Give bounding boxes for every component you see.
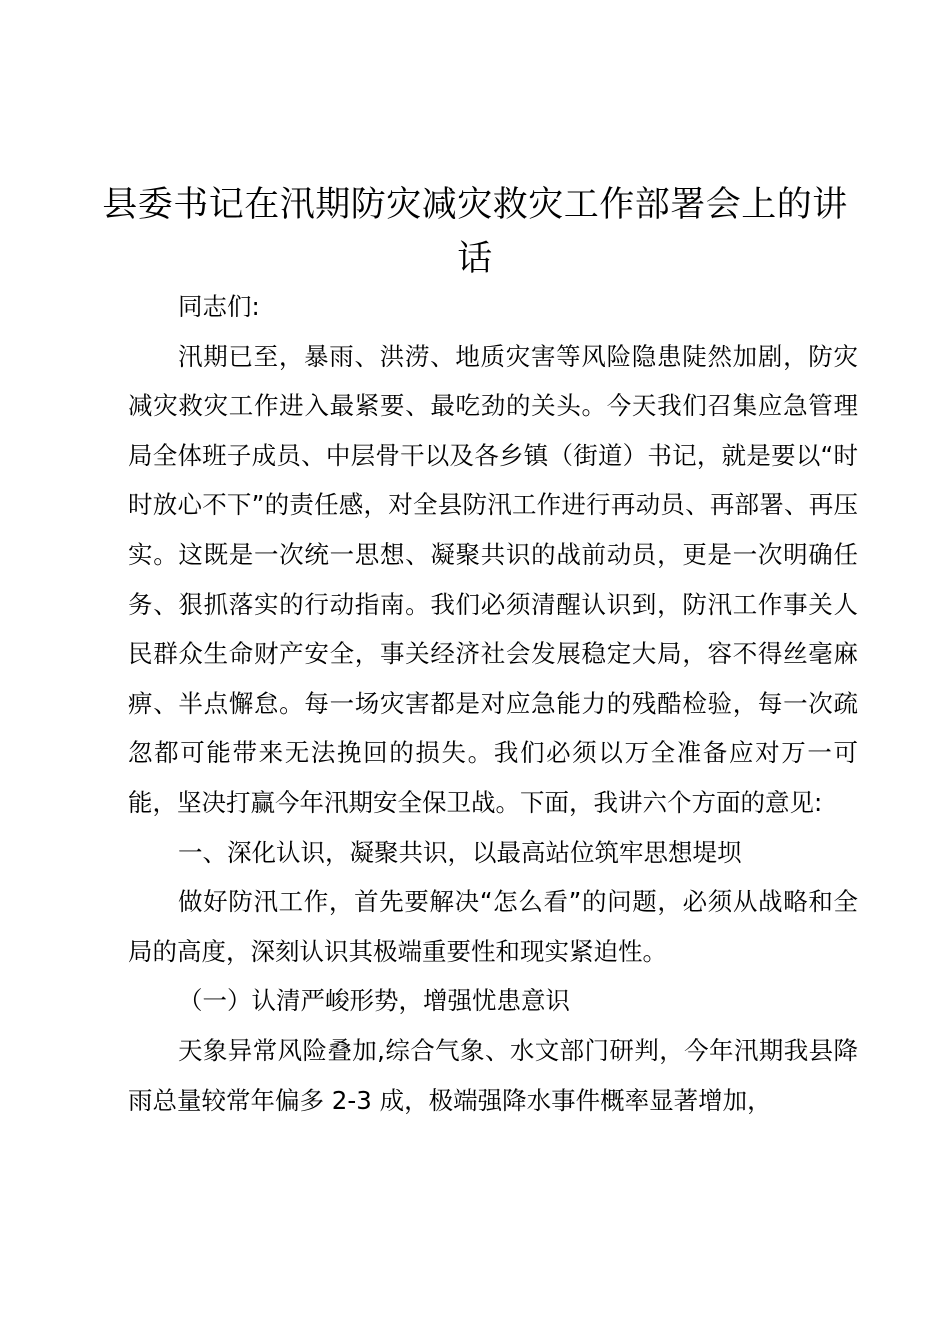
salutation: 同志们: — [178, 292, 260, 321]
document-title: 县委书记在汛期防灾减灾救灾工作部署会上的讲话 — [102, 185, 848, 279]
section-heading-1: 一、深化认识，凝聚共识，以最高站位筑牢思想堤坝 — [178, 837, 742, 867]
subsection-1-paragraph: 天象异常风险叠加,综合气象、水文部门研判，今年汛期我县降雨总量较常年偏多 2-3 成，极端强降水事件概率显著增加， — [128, 1035, 858, 1115]
document-body — [128, 282, 858, 1125]
subsection-heading-1: （一）认清严峻形势，增强忧患意识 — [178, 986, 570, 1016]
section-1-paragraph: 做好防汛工作，首先要解决“怎么看”的问题，必须从战略和全局的高度，深刻认识其极端重要性和现实紧迫性。 — [128, 887, 858, 966]
intro-paragraph: 汛期已至，暴雨、洪涝、地质灾害等风险隐患陡然加剧，防灾减灾救灾工作进入最紧要、最吃劲的关头。今天我们召集应急管理局全体班子成员、中层骨干以及各乡镇（街道）书记，就是要以“时时放心不下”的责任感，对全县防汛工作进行再动员、再部署、再压实。这既是一次统一思想、凝聚共识的战前动员，更是一次明确任务、狠抓落实的行动指南。我们必须清醒认识到，防汛工作事关人民群众生命财产安全，事关经济社会发展稳定大局，容不得丝毫麻痹、半点懈怠。每一场灾害都是对应急能力的残酷检验，每一次疏忽都可能带来无法挽回的损失。我们必须以万全准备应对万一可能，坚决打赢今年汛期安全保卫战。下面，我讲六个方面的意见: — [128, 341, 858, 817]
